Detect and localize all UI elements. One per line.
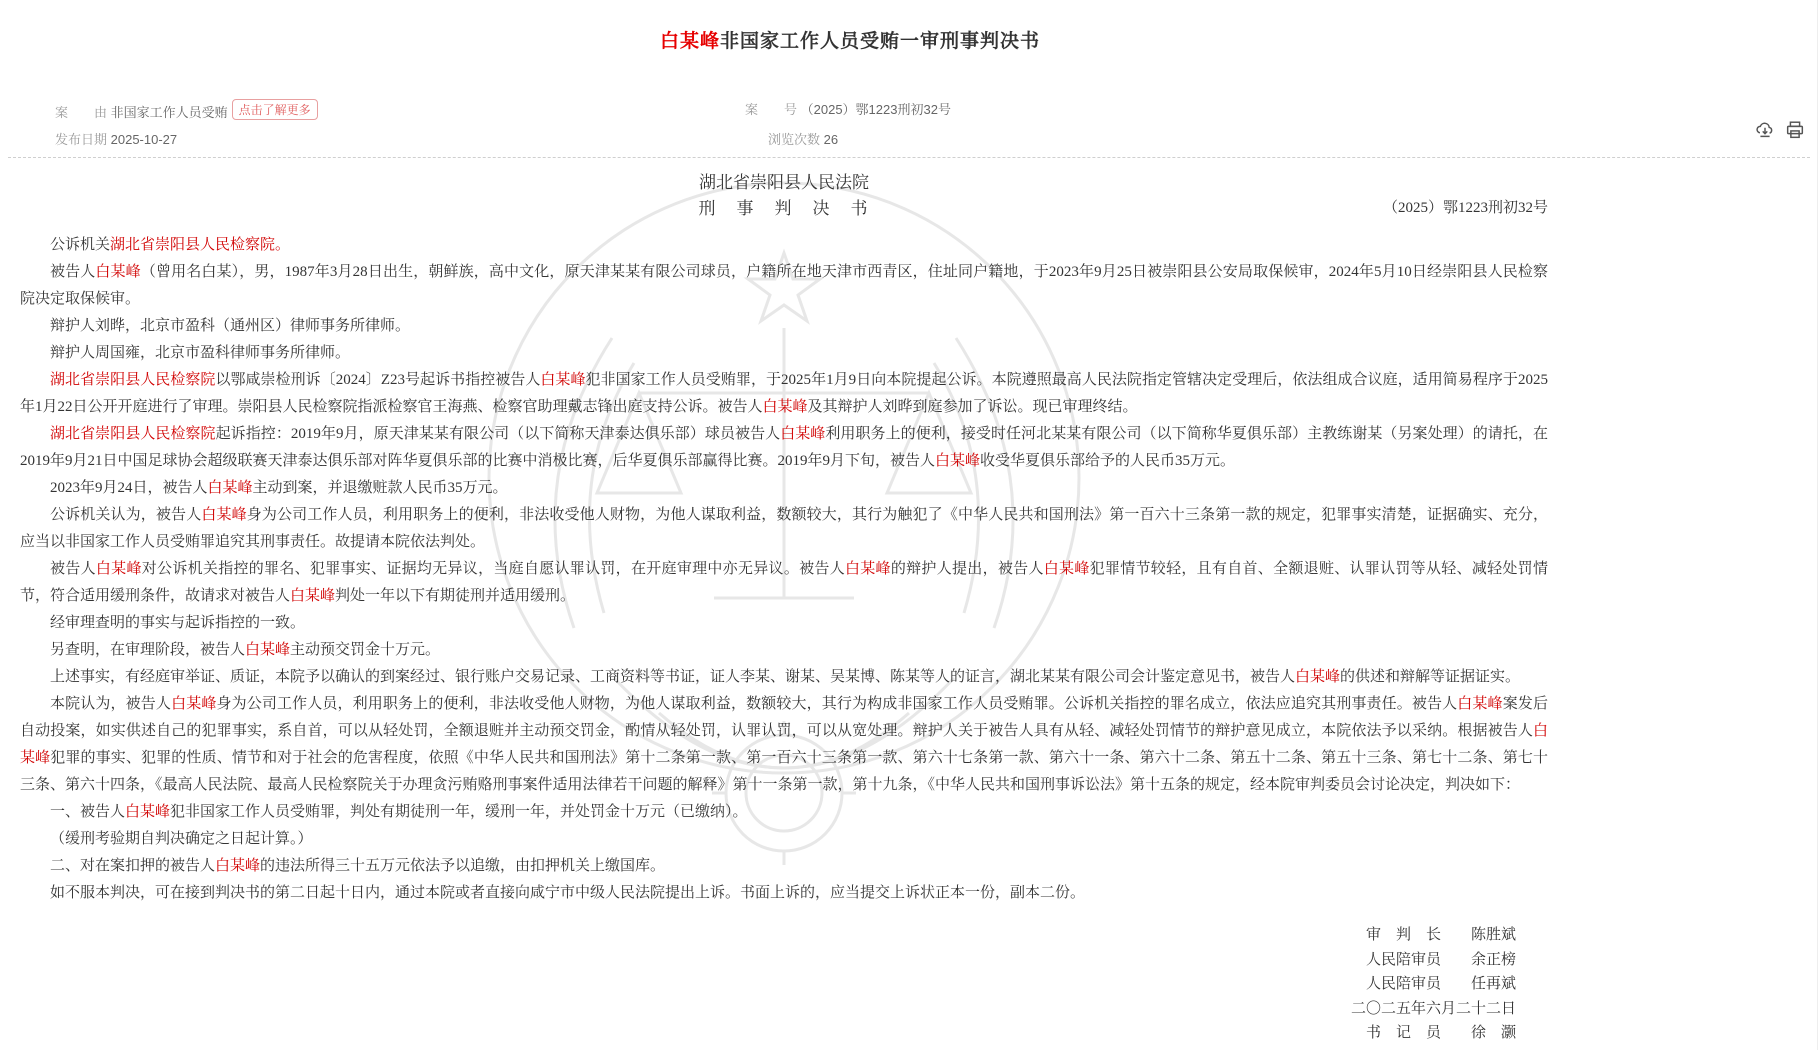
text-segment: 如不服本判决，可在接到判决书的第二日起十日内，通过本院或者直接向咸宁市中级人民法院提出上诉。书面上诉的，应当提交上诉状正本一份，副本二份。 bbox=[50, 885, 1086, 901]
red-text-segment: 白某峰 bbox=[201, 507, 247, 523]
case-cause-row bbox=[55, 99, 318, 121]
text-segment: 公诉机关 bbox=[50, 237, 111, 253]
page-title-rest: 非国家工作人员受贿一审刑事判决书 bbox=[720, 31, 1041, 52]
signature-block bbox=[20, 923, 1548, 1046]
paragraph bbox=[20, 340, 1548, 367]
signature-line: 人民陪审员 任再斌 bbox=[1365, 976, 1516, 992]
paragraph bbox=[20, 880, 1548, 907]
paragraph bbox=[20, 259, 1548, 313]
text-segment: 被告人 bbox=[50, 264, 96, 280]
view-count-row bbox=[768, 129, 838, 148]
paragraph bbox=[20, 367, 1548, 421]
text-segment: 及其辩护人刘晔到庭参加了诉讼。现已审理终结。 bbox=[807, 399, 1138, 415]
publish-date-value: 2025-10-27 bbox=[110, 132, 178, 147]
red-text-segment: 白某峰 bbox=[935, 453, 981, 469]
text-segment: 的违法所得三十五万元依法予以追缴，由扣押机关上缴国库。 bbox=[260, 858, 666, 874]
red-text-segment: 湖北省崇阳县人民检察院 bbox=[50, 426, 216, 442]
text-segment: 2023年9月24日，被告人 bbox=[50, 480, 208, 496]
case-number-row bbox=[745, 99, 951, 118]
text-segment: 一、被告人 bbox=[50, 804, 126, 820]
signature-line: 人民陪审员 余正榜 bbox=[1365, 951, 1516, 968]
paragraph bbox=[20, 421, 1548, 475]
publish-date-row bbox=[55, 129, 177, 148]
text-segment: 主动预交罚金十万元。 bbox=[290, 642, 441, 658]
red-text-segment: 白某峰 bbox=[844, 561, 891, 577]
court-name: 湖北省崇阳县人民法院 bbox=[699, 173, 869, 192]
red-text-segment: 白某峰 bbox=[290, 588, 336, 604]
document-head bbox=[20, 170, 1548, 222]
signature-line: 审 判 长 陈胜斌 bbox=[1365, 927, 1516, 943]
view-count-label: 浏览次数 bbox=[768, 132, 821, 147]
text-segment: 公诉机关认为，被告人 bbox=[50, 507, 202, 523]
text-segment: 犯非国家工作人员受贿罪，于2025年1月9日向本院提起公诉。本院遵照最高人民法院指定管辖决定受理后，依法组成合议庭，适用简易程序于2025年1月22日公开开庭进行了审理。崇阳县人民检察院指派检察官王海燕、检察官助理戴志锋出庭支持公诉。被告人 bbox=[20, 372, 1548, 415]
learn-more-button[interactable]: 点击了解更多 bbox=[232, 99, 318, 120]
red-text-segment: 白某峰 bbox=[1295, 669, 1341, 685]
judgment-document bbox=[0, 158, 1818, 1046]
signature-line: 二〇二五年六月二十二日 bbox=[1350, 1000, 1516, 1017]
red-text-segment: 白某峰 bbox=[780, 426, 826, 442]
text-segment: 犯罪情节较轻，且有自首、全额退赃、认罪认罚等从轻、减轻处罚情节，符合适用缓刑条件，故请求对被告人 bbox=[20, 561, 1548, 604]
page-title-defendant: 白某峰 bbox=[659, 31, 720, 52]
case-cause-label: 案 由 bbox=[55, 105, 108, 120]
document-case-number: （2025）鄂1223刑初32号 bbox=[1382, 200, 1548, 216]
text-segment: 对公诉机关指控的罪名、犯罪事实、证据均无异议，当庭自愿认罪认罚，在开庭审理中亦无异议。被告人 bbox=[141, 561, 845, 577]
text-segment: （曾用名白某），男，1987年3月28日出生，朝鲜族，高中文化，原天津某某有限公司球员，户籍所在地天津市西青区，住址同户籍地，于2023年9月25日被崇阳县公安局取保候审，2024年5月10日经崇阳县人民检察院决定取保候审。 bbox=[20, 264, 1548, 307]
case-number-label: 案 号 bbox=[745, 102, 798, 117]
text-segment: 被告人 bbox=[50, 561, 96, 577]
red-text-segment: 湖北省崇阳县人民检察院 bbox=[50, 372, 216, 388]
text-segment: 的供述和辩解等证据证实。 bbox=[1340, 669, 1521, 685]
text-segment: 本院认为，被告人 bbox=[50, 696, 172, 712]
paragraph bbox=[20, 799, 1548, 826]
red-text-segment: 白某峰 bbox=[207, 480, 253, 496]
text-segment: 起诉指控：2019年9月，原天津某某有限公司（以下简称天津泰达俱乐部）球员被告人 bbox=[215, 426, 781, 442]
paragraph bbox=[20, 232, 1548, 259]
signature-line: 书 记 员 徐 灏 bbox=[1365, 1025, 1516, 1041]
red-text-segment: 白某峰 bbox=[1457, 696, 1503, 712]
publish-date-label: 发布日期 bbox=[55, 132, 108, 147]
red-text-segment: 白某峰 bbox=[215, 858, 261, 874]
text-segment: 经审理查明的事实与起诉指控的一致。 bbox=[50, 615, 306, 631]
paragraph bbox=[20, 664, 1548, 691]
paragraph bbox=[20, 691, 1548, 799]
red-text-segment: 白某峰 bbox=[95, 264, 141, 280]
text-segment: 案发后自动投案，如实供述自己的犯罪事实，系自首，可以从轻处罚，全额退赃并主动预交罚金，酌情从轻处罚，认罪认罚，可以从宽处理。辩护人关于被告人具有从轻、减轻处罚情节的辩护意见成立，本院依法予以采纳。根据被告人 bbox=[20, 696, 1548, 739]
cloud-download-icon[interactable] bbox=[1754, 119, 1776, 141]
red-text-segment: 白某峰 bbox=[125, 804, 171, 820]
text-segment: 身为公司工作人员，利用职务上的便利，非法收受他人财物，为他人谋取利益，数额较大，其行为构成非国家工作人员受贿罪。公诉机关指控的罪名成立，依法应追究其刑事责任。被告人 bbox=[216, 696, 1458, 712]
paragraph bbox=[20, 853, 1548, 880]
paragraph bbox=[20, 826, 1548, 853]
text-segment: 判处一年以下有期徒刑并适用缓刑。 bbox=[335, 588, 576, 604]
case-number-value: （2025）鄂1223刑初32号 bbox=[800, 102, 951, 117]
text-segment: （缓刑考验期自判决确定之日起计算。） bbox=[50, 831, 313, 847]
toolbar-actions bbox=[1754, 119, 1806, 141]
document-type: 刑 事 判 决 书 bbox=[698, 199, 870, 218]
paragraph bbox=[20, 637, 1548, 664]
page-header bbox=[0, 0, 1818, 158]
red-text-segment: 白某峰 bbox=[762, 399, 808, 415]
red-text-segment: 白某峰 bbox=[20, 723, 1548, 766]
paragraph bbox=[20, 313, 1548, 340]
text-segment: 二、对在案扣押的被告人 bbox=[50, 858, 216, 874]
red-text-segment: 白某峰 bbox=[245, 642, 291, 658]
printer-icon[interactable] bbox=[1784, 119, 1806, 141]
red-text-segment: 白某峰 bbox=[95, 561, 142, 577]
text-segment: 以鄂咸崇检刑诉〔2024〕Z23号起诉书指控被告人 bbox=[215, 372, 541, 388]
text-segment: 辩护人刘晔，北京市盈科（通州区）律师事务所律师。 bbox=[50, 318, 411, 334]
red-text-segment: 白某峰 bbox=[171, 696, 217, 712]
meta-bar bbox=[0, 91, 1818, 157]
text-segment: 犯罪的事实、犯罪的性质、情节和对于社会的危害程度，依照《中华人民共和国刑法》第十二条第一款、第一百六十三条第一款、第六十七条第一款、第六十一条、第六十二条、第五十二条、第五十三条、第七十二条、第七十三条、第六十四条，《最高人民法院、最高人民检察院关于办理贪污贿赂刑事案件适用法律若干问题的解释》第十一条第一款，第十九条，《中华人民共和国刑事诉讼法》第十五条的规定，经本院审判委员会讨论决定，判决如下： bbox=[20, 750, 1548, 793]
red-text-segment: 湖北省崇阳县人民检察院。 bbox=[110, 237, 291, 253]
text-segment: 利用职务上的便利，接受时任河北某某有限公司（以下简称华夏俱乐部）主教练谢某（另案处理）的请托，在2019年9月21日中国足球协会超级联赛天津泰达俱乐部对阵华夏俱乐部的比赛中消极比赛，后华夏俱乐部赢得比赛。2019年9月下旬，被告人 bbox=[20, 426, 1548, 469]
red-text-segment: 白某峰 bbox=[1043, 561, 1090, 577]
case-cause-value: 非国家工作人员受贿 bbox=[110, 105, 228, 120]
page-title bbox=[0, 26, 1700, 53]
red-text-segment: 白某峰 bbox=[540, 372, 586, 388]
text-segment: 主动到案，并退缴赃款人民币35万元。 bbox=[252, 480, 508, 496]
view-count-value: 26 bbox=[823, 132, 839, 147]
paragraphs bbox=[20, 232, 1548, 907]
text-segment: 收受华夏俱乐部给予的人民币35万元。 bbox=[980, 453, 1236, 469]
text-segment: 上述事实，有经庭审举证、质证，本院予以确认的到案经过、银行账户交易记录、工商资料等书证，证人李某、谢某、吴某博、陈某等人的证言，湖北某某有限公司会计鉴定意见书，被告人 bbox=[50, 669, 1296, 685]
text-segment: 辩护人周国雍，北京市盈科律师事务所律师。 bbox=[50, 345, 351, 361]
text-segment: 犯非国家工作人员受贿罪，判处有期徒刑一年，缓刑一年，并处罚金十万元（已缴纳）。 bbox=[170, 804, 748, 820]
text-segment: 身为公司工作人员，利用职务上的便利，非法收受他人财物，为他人谋取利益，数额较大，其行为触犯了《中华人民共和国刑法》第一百六十三条第一款的规定，犯罪事实清楚，证据确实、充分，应当以非国家工作人员受贿罪追究其刑事责任。故提请本院依法判处。 bbox=[20, 507, 1548, 550]
paragraph bbox=[20, 610, 1548, 637]
paragraph bbox=[20, 475, 1548, 502]
text-segment: 另查明，在审理阶段，被告人 bbox=[50, 642, 246, 658]
paragraph bbox=[20, 556, 1548, 610]
text-segment: 的辩护人提出，被告人 bbox=[890, 561, 1044, 577]
paragraph bbox=[20, 502, 1548, 556]
